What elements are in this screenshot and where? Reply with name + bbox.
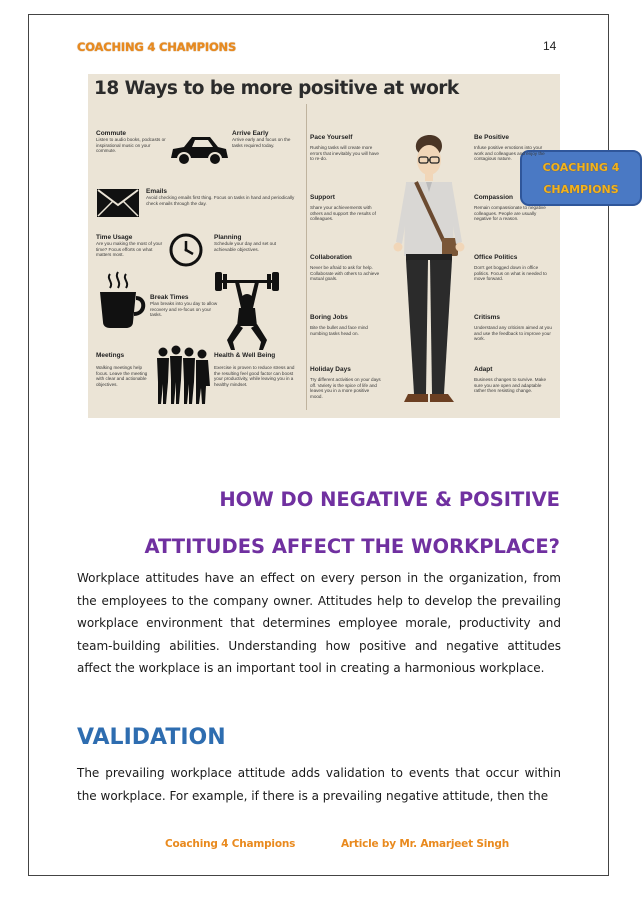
section-adapt: [474, 366, 552, 394]
section-heading: Arrive Early: [232, 130, 269, 137]
coffee-cup-icon: [96, 270, 146, 332]
section-heading: Collaboration: [310, 254, 352, 261]
section-text: Never be afraid to ask for help. Collaborate with others to achieve mutual goals.: [310, 265, 380, 282]
section-text: Are you making the most of your time? Focus efforts on what matters most.: [96, 241, 163, 258]
article-heading-line-2: ATTITUDES AFFECT THE WORKPLACE?: [144, 535, 560, 558]
section-heading: Critisms: [474, 314, 501, 321]
section-heading: Meetings: [96, 352, 125, 359]
section-heading: Office Politics: [474, 254, 518, 261]
envelope-icon: [96, 188, 140, 218]
section-text: Plan breaks into you day to allow recovery and re-focus on your tasks.: [150, 301, 218, 318]
section-heading: Health & Well Being: [214, 352, 276, 359]
section-text: Listen to audio books, podcasts or inspirational music on your commute.: [96, 137, 166, 154]
badge-line-1: COACHING 4: [542, 161, 620, 174]
footer-right: Article by Mr. Amarjeet Singh: [341, 838, 509, 850]
section-text: Remain compassionate to negative colleagues. People are usually negative for a reason.: [474, 205, 546, 222]
section-pace-yourself: [310, 134, 382, 162]
section-text: Exercise is proven to reduce stress and the resulting feel good factor can boost your productivity, while leaving you in a healthy mindset.: [214, 365, 295, 387]
section-text: Share your achievements with others and support the results of colleagues.: [310, 205, 376, 222]
section-compassion: [474, 194, 552, 222]
validation-paragraph: The prevailing workplace attitude adds validation to events that occur within the workplace. For example, if there is a prevailing negative attitude, then the: [77, 766, 561, 803]
section-meetings: [96, 352, 148, 387]
infographic-title: 18 Ways to be more positive at work: [94, 78, 459, 99]
section-heading: Be Positive: [474, 134, 510, 141]
validation-heading: VALIDATION: [77, 725, 226, 750]
section-collaboration: [310, 254, 382, 282]
section-heading: Boring Jobs: [310, 314, 348, 321]
section-text: Avoid checking emails first thing. Focus on tasks in hand and periodically check emails through the day.: [146, 195, 295, 206]
infographic: [88, 74, 620, 418]
man-figure-illustration: [384, 126, 474, 416]
clock-icon: [168, 232, 204, 268]
footer-left: Coaching 4 Champions: [165, 838, 296, 850]
car-icon: [168, 132, 230, 170]
section-heading: Adapt: [474, 366, 493, 373]
section-health: [214, 352, 296, 387]
header-brand: COACHING 4 CHAMPIONS: [77, 40, 237, 54]
column-divider: [306, 104, 307, 410]
section-emails: [146, 188, 296, 206]
section-text: Bite the bullet and face mind numbing tasks head on.: [310, 325, 368, 336]
section-critisms: [474, 314, 552, 342]
section-office-politics: [474, 254, 552, 282]
section-heading: Planning: [214, 234, 242, 241]
section-be-positive: [474, 134, 552, 162]
section-break-times: [150, 294, 220, 318]
section-planning: [214, 234, 296, 252]
section-text: Arrive early and focus on the tasks required today.: [232, 137, 291, 148]
section-heading: Pace Yourself: [310, 134, 353, 141]
section-boring-jobs: [310, 314, 382, 336]
section-heading: Support: [310, 194, 335, 201]
weightlifter-icon: [213, 270, 281, 354]
section-holiday-days: [310, 366, 382, 399]
section-commute: [96, 130, 168, 154]
section-heading: Commute: [96, 130, 126, 137]
section-text: Infuse positive emotions into your work and colleagues and enjoy the contagious nature.: [474, 145, 545, 162]
section-arrive-early: [232, 130, 302, 148]
section-text: Don't get bogged down in office politics. Focus on what is needed to move forward.: [474, 265, 547, 282]
section-time-usage: [96, 234, 168, 258]
section-text: Rushing tasks will create more errors that inevitably you will have to re-do.: [310, 145, 379, 162]
section-text: Business changes to survive. Make sure you are open and adaptable rather then resisting change.: [474, 377, 547, 394]
section-heading: Holiday Days: [310, 366, 351, 373]
section-support: [310, 194, 382, 222]
section-heading: Time Usage: [96, 234, 133, 241]
badge-line-2: CHAMPIONS: [543, 183, 619, 196]
section-heading: Break Times: [150, 294, 189, 301]
section-text: Schedule your day and set out achievable objectives.: [214, 241, 277, 252]
article-paragraph: Workplace attitudes have an effect on every person in the organization, from the employees to the company owner. Attitudes help to develop the prevailing workplace environment that determines employee morale, productivity and team-building abilities. Understanding how positive and negative attitudes affect the workplace is an important tool in creating a harmonious workplace.: [77, 571, 561, 675]
section-text: Walking meetings help focus. Leave the meeting with clear and actionable objectives.: [96, 365, 148, 387]
section-heading: Emails: [146, 188, 167, 195]
section-heading: Compassion: [474, 194, 514, 201]
section-text: Understand any criticism aimed at you and use the feedback to improve your work.: [474, 325, 552, 342]
meeting-people-icon: [154, 342, 212, 406]
article-heading-line-1: HOW DO NEGATIVE & POSITIVE: [219, 488, 560, 511]
section-text: Try different activities on your days off. Variety is the spice of life and leaves you in a more positive mood.: [310, 377, 381, 399]
page-number: 14: [543, 39, 557, 53]
